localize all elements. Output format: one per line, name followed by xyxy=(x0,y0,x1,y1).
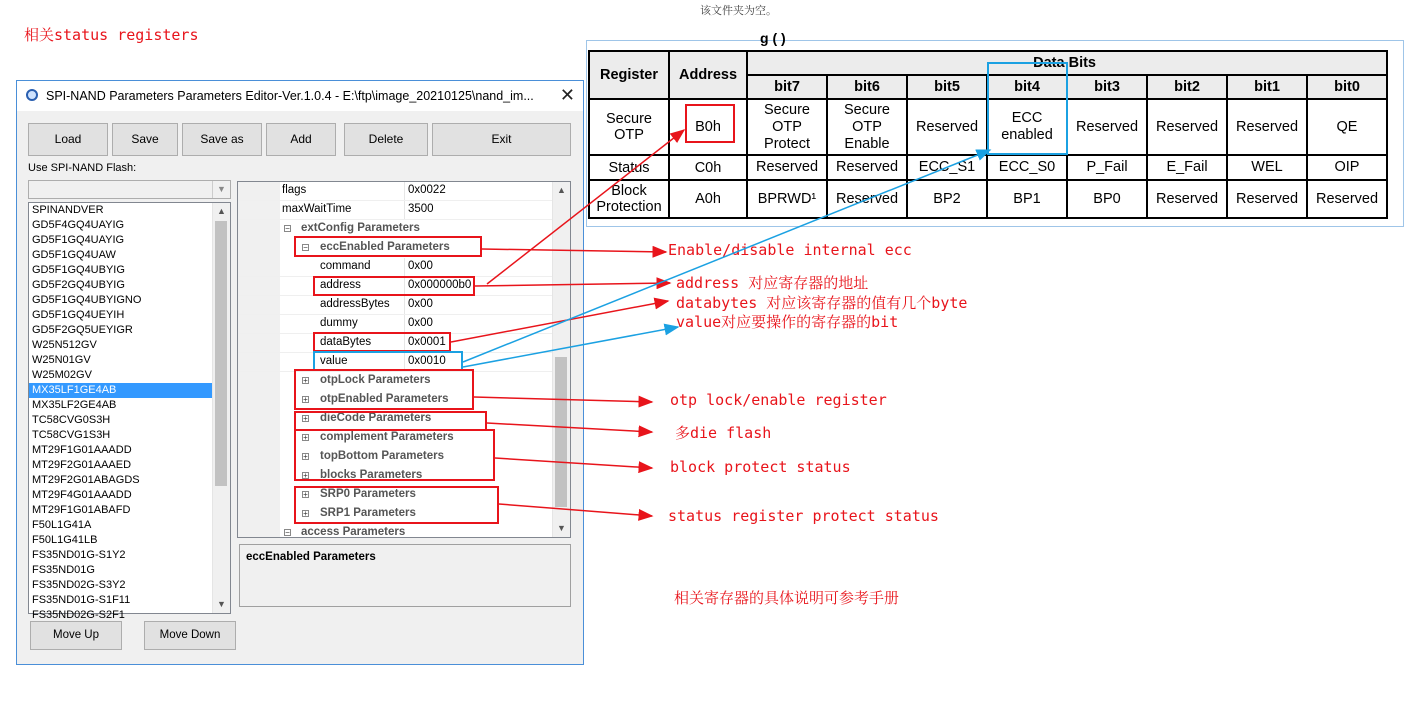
move-up-button[interactable]: Move Up xyxy=(30,621,122,650)
expand-icon[interactable]: + xyxy=(303,433,308,442)
prop-key: command xyxy=(320,260,371,272)
register-bit-cell: ECC_S0 xyxy=(987,155,1067,180)
flash-list-item[interactable]: GD5F1GQ4UBYIGNO xyxy=(32,294,142,306)
flash-list-item[interactable]: F50L1G41LB xyxy=(32,534,98,546)
save-as-button[interactable]: Save as xyxy=(182,123,262,156)
prop-key: value xyxy=(320,355,348,367)
register-address: A0h xyxy=(669,180,747,218)
expand-icon[interactable]: + xyxy=(303,471,308,480)
register-bit-cell: OIP xyxy=(1307,155,1387,180)
category-label: otpEnabled Parameters xyxy=(320,393,449,405)
register-bit-cell: ECC_S1 xyxy=(907,155,987,180)
chevron-down-icon[interactable]: ▼ xyxy=(212,181,230,198)
flash-list-item[interactable]: GD5F2GQ5UEYIGR xyxy=(32,324,133,336)
register-bit-cell: Reserved xyxy=(1307,180,1387,218)
move-down-button[interactable]: Move Down xyxy=(144,621,236,650)
flash-list-item[interactable]: W25N01GV xyxy=(32,354,91,366)
register-bit-cell: Reserved xyxy=(747,155,827,180)
register-name: Status xyxy=(589,155,669,180)
header-bit: bit7 xyxy=(747,75,827,99)
register-bit-cell: Reserved xyxy=(907,99,987,155)
prop-value[interactable]: 0x00 xyxy=(408,260,433,272)
prop-value[interactable]: 3500 xyxy=(408,203,434,215)
flash-list-item[interactable]: MT29F1G01AAADD xyxy=(32,444,132,456)
flash-list-item[interactable]: FS35ND01G-S1Y2 xyxy=(32,549,126,561)
register-bit-cell: Reserved xyxy=(1227,180,1307,218)
flash-list-item[interactable]: GD5F2GQ4UBYIG xyxy=(32,279,125,291)
category-label: blocks Parameters xyxy=(320,469,423,481)
folder-empty-note: 该文件夹为空。 xyxy=(700,5,777,17)
register-bit-cell: Reserved xyxy=(1147,99,1227,155)
flash-list-item[interactable]: MT29F1G01ABAFD xyxy=(32,504,131,516)
annotation-address: address 对应寄存器的地址 xyxy=(676,274,869,292)
annotation-manual: 相关寄存器的具体说明可参考手册 xyxy=(674,589,900,607)
annotation-ecc: Enable/disable internal ecc xyxy=(668,241,912,259)
flash-list-item[interactable]: FS35ND02G-S3Y2 xyxy=(32,579,126,591)
register-bit-cell: Secure OTP Protect xyxy=(747,99,827,155)
expand-icon[interactable]: + xyxy=(303,414,308,423)
flash-list-item[interactable]: MX35LF2GE4AB xyxy=(32,399,117,411)
header-bit: bit1 xyxy=(1227,75,1307,99)
flash-list-item[interactable]: SPINANDVER xyxy=(32,204,104,216)
description-title: eccEnabled Parameters xyxy=(246,551,376,563)
category-label: eccEnabled Parameters xyxy=(320,241,450,253)
header-bit: bit2 xyxy=(1147,75,1227,99)
scroll-up-icon[interactable]: ▲ xyxy=(217,206,226,216)
flash-list-item[interactable]: W25M02GV xyxy=(32,369,92,381)
header-bit: bit3 xyxy=(1067,75,1147,99)
scroll-up-icon[interactable]: ▲ xyxy=(557,185,566,195)
flash-list-item[interactable]: MT29F2G01AAAED xyxy=(32,459,132,471)
annotation-srp: status register protect status xyxy=(668,507,939,525)
register-address: C0h xyxy=(669,155,747,180)
prop-value[interactable]: 0x0001 xyxy=(408,336,446,348)
register-bit-cell: Reserved xyxy=(1067,99,1147,155)
prop-value[interactable]: 0x0022 xyxy=(408,184,446,196)
register-bit-cell: BP0 xyxy=(1067,180,1147,218)
flash-list-item[interactable]: TC58CVG0S3H xyxy=(32,414,111,426)
register-bit-cell: ECC enabled xyxy=(987,99,1067,155)
scroll-down-icon[interactable]: ▼ xyxy=(557,523,566,533)
category-label: otpLock Parameters xyxy=(320,374,431,386)
category-label: SRP0 Parameters xyxy=(320,488,416,500)
category-label: extConfig Parameters xyxy=(301,222,420,234)
register-bit-cell: Secure OTP Enable xyxy=(827,99,907,155)
flash-list-item[interactable]: FS35ND01G xyxy=(32,564,95,576)
register-bit-cell: E_Fail xyxy=(1147,155,1227,180)
prop-key: flags xyxy=(282,184,307,196)
header-bit: bit0 xyxy=(1307,75,1387,99)
prop-key: address xyxy=(320,279,361,291)
annotation-block: block protect status xyxy=(670,458,851,476)
prop-key: maxWaitTime xyxy=(282,203,352,215)
expand-icon[interactable]: + xyxy=(303,452,308,461)
delete-button[interactable]: Delete xyxy=(344,123,428,156)
register-table-title: g ( ) xyxy=(760,30,786,46)
register-bit-cell: Reserved xyxy=(827,180,907,218)
register-name: Secure OTP xyxy=(589,99,669,155)
category-label: complement Parameters xyxy=(320,431,454,443)
annotation-otp: otp lock/enable register xyxy=(670,391,887,409)
window-title: SPI-NAND Parameters Parameters Editor-Ver.1.0.4 - E:\ftp\image_20210125\nand_im... xyxy=(46,89,534,103)
flash-list-item[interactable]: GD5F1GQ4UEYIH xyxy=(32,309,125,321)
flash-list-item[interactable]: W25N512GV xyxy=(32,339,97,351)
register-name: Block Protection xyxy=(589,180,669,218)
prop-value[interactable]: 0x00 xyxy=(408,298,433,310)
register-bit-cell: BPRWD¹ xyxy=(747,180,827,218)
register-bit-cell: BP1 xyxy=(987,180,1067,218)
annotation-databytes: databytes 对应该寄存器的值有几个byte xyxy=(676,294,968,312)
flash-list-item[interactable]: GD5F1GQ4UAW xyxy=(32,249,116,261)
prop-value[interactable]: 0x000000b0 xyxy=(408,279,472,291)
load-button[interactable]: Load xyxy=(28,123,108,156)
scroll-down-icon[interactable]: ▼ xyxy=(217,599,226,609)
flash-list-item[interactable]: GD5F4GQ4UAYIG xyxy=(32,219,125,231)
register-bit-cell: QE xyxy=(1307,99,1387,155)
expand-icon[interactable]: + xyxy=(303,395,308,404)
expand-icon[interactable]: + xyxy=(303,509,308,518)
collapse-icon[interactable]: − xyxy=(285,528,290,537)
header-register: Register xyxy=(589,51,669,99)
prop-key: dataBytes xyxy=(320,336,372,348)
category-label: topBottom Parameters xyxy=(320,450,444,462)
save-button[interactable]: Save xyxy=(112,123,178,156)
exit-button[interactable]: Exit xyxy=(432,123,571,156)
flash-list-item[interactable]: MT29F4G01AAADD xyxy=(32,489,132,501)
use-flash-label: Use SPI-NAND Flash: xyxy=(28,162,137,174)
header-bit: bit5 xyxy=(907,75,987,99)
flash-list-item[interactable]: TC58CVG1S3H xyxy=(32,429,111,441)
flash-list-item[interactable]: FS35ND02G-S2F1 xyxy=(32,609,125,621)
category-label: dieCode Parameters xyxy=(320,412,432,424)
section-title: 相关status registers xyxy=(24,26,199,44)
flash-list-item[interactable]: F50L1G41A xyxy=(32,519,92,531)
annotation-die: 多die flash xyxy=(675,424,772,442)
header-bit: bit6 xyxy=(827,75,907,99)
register-bit-cell: Reserved xyxy=(1227,99,1307,155)
flash-list-item[interactable]: GD5F1GQ4UAYIG xyxy=(32,234,125,246)
register-address: B0h xyxy=(669,99,747,155)
add-button[interactable]: Add xyxy=(266,123,336,156)
collapse-icon[interactable]: − xyxy=(285,224,290,233)
prop-value[interactable]: 0x0010 xyxy=(408,355,446,367)
register-bit-cell: BP2 xyxy=(907,180,987,218)
close-icon[interactable]: ✕ xyxy=(559,85,575,105)
collapse-icon[interactable]: − xyxy=(303,243,308,252)
header-address: Address xyxy=(669,51,747,99)
flash-list-item[interactable]: GD5F1GQ4UBYIG xyxy=(32,264,125,276)
flash-list-item[interactable]: FS35ND01G-S1F11 xyxy=(32,594,131,606)
register-bit-cell: Reserved xyxy=(827,155,907,180)
prop-key: dummy xyxy=(320,317,358,329)
register-bit-cell: P_Fail xyxy=(1067,155,1147,180)
flash-list-item[interactable]: MT29F2G01ABAGDS xyxy=(32,474,140,486)
register-bit-cell: WEL xyxy=(1227,155,1307,180)
header-data-bits: Data Bits xyxy=(747,51,1387,75)
expand-icon[interactable]: + xyxy=(303,490,308,499)
category-label: SRP1 Parameters xyxy=(320,507,416,519)
expand-icon[interactable]: + xyxy=(303,376,308,385)
register-bit-cell: Reserved xyxy=(1147,180,1227,218)
prop-value[interactable]: 0x00 xyxy=(408,317,433,329)
flash-list-item[interactable]: MX35LF1GE4AB xyxy=(29,383,230,398)
category-label: access Parameters xyxy=(301,526,406,538)
header-bit: bit4 xyxy=(987,75,1067,99)
prop-key: addressBytes xyxy=(320,298,390,310)
annotation-value: value对应要操作的寄存器的bit xyxy=(676,313,899,331)
